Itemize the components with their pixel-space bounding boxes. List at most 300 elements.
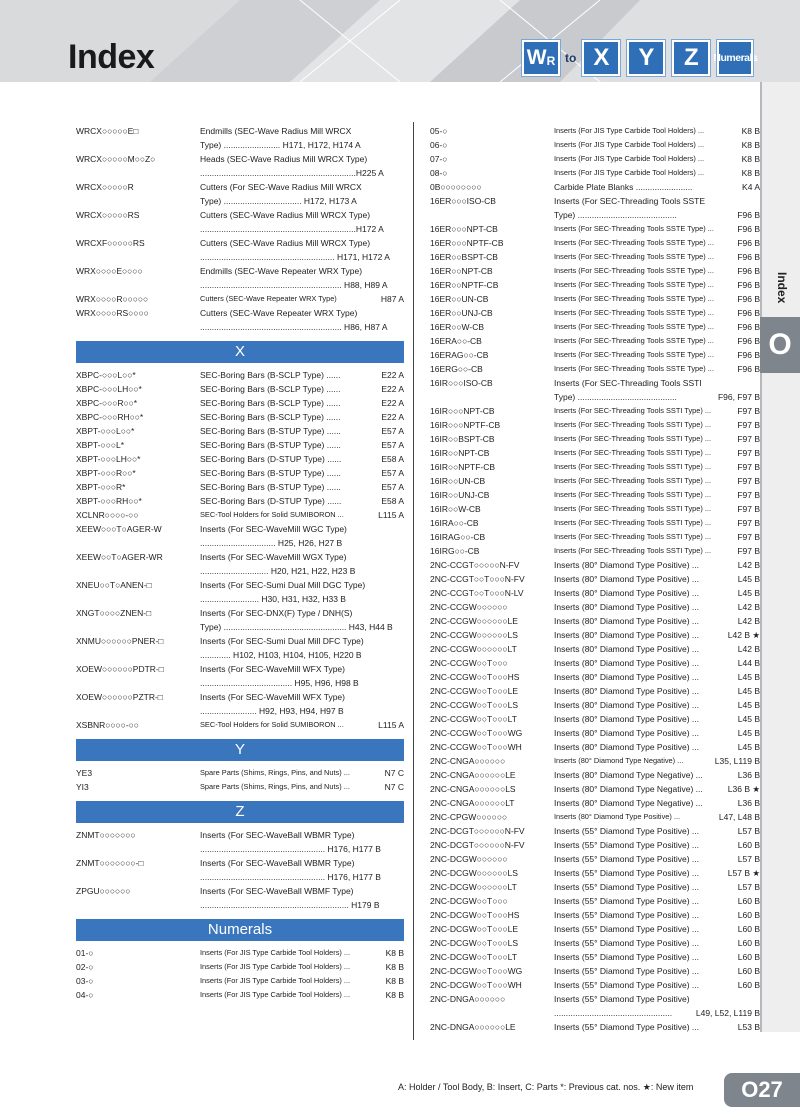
entry-code xyxy=(430,1006,554,1020)
entry-page-ref: L60 B xyxy=(737,924,760,934)
entry-code: WRX○○○○R○○○○○ xyxy=(76,294,149,304)
entry-description: SEC-Boring Bars (B-STUP Type) ...... xyxy=(200,426,341,436)
index-entry xyxy=(76,620,404,634)
z-entries xyxy=(76,828,404,912)
entry-page-ref: L45 B xyxy=(737,672,760,682)
index-entry xyxy=(76,396,404,410)
entry-page-ref: L60 B xyxy=(737,980,760,990)
entry-description: Inserts (80° Diamond Type Negative) ... xyxy=(554,770,703,780)
entry-description: Inserts (For SEC-WaveBall WBMF Type) xyxy=(200,886,354,896)
entry-description: Inserts (55° Diamond Type Positive) ... xyxy=(554,952,699,962)
tab-x[interactable]: X xyxy=(582,40,620,76)
entry-code: XBPT-○○○L* xyxy=(76,440,124,450)
index-entry xyxy=(76,194,404,208)
index-entry xyxy=(76,536,404,550)
entry-description: Inserts (For SEC-WaveBall WBMR Type) xyxy=(200,858,355,868)
entry-code xyxy=(76,898,200,912)
entry-page-ref: F96 B xyxy=(737,224,760,234)
entry-page-ref: F97 B xyxy=(737,406,760,416)
index-entry xyxy=(76,960,404,974)
entry-description: SEC-Boring Bars (D-STUP Type) ...... xyxy=(200,454,342,464)
entry-code: 05-○ xyxy=(430,126,448,136)
entry-code: XNMU○○○○○○PNER-□ xyxy=(76,636,164,646)
entry-page-ref: E57 A xyxy=(381,482,404,492)
entry-code: XSBNR○○○○-○○ xyxy=(76,720,139,730)
entry-description: Endmills (SEC-Wave Radius Mill WRCX xyxy=(200,126,352,136)
entry-code: 16ER○○○NPT-CB xyxy=(430,224,498,234)
entry-description: Type) .......................................... xyxy=(554,392,677,402)
entry-page-ref: L57 B xyxy=(737,826,760,836)
entry-description: Inserts (For SEC-Threading Tools SSTE Type) ... xyxy=(554,224,714,233)
entry-code: 16IR○○NPTF-CB xyxy=(430,462,496,472)
entry-description: ..................................................................H225 A xyxy=(200,168,384,178)
index-entry xyxy=(430,992,760,1006)
entry-description: Inserts (For SEC-Threading Tools SSTI Type) ... xyxy=(554,476,712,485)
index-entry xyxy=(76,494,404,508)
entry-code xyxy=(76,870,200,884)
entry-description: .................................................. xyxy=(554,1008,673,1018)
entry-page-ref: F96 B xyxy=(737,238,760,248)
entry-page-ref: L60 B xyxy=(737,952,760,962)
entry-description: ............................. H20, H21, H22, H23 B xyxy=(200,566,356,576)
index-entry xyxy=(430,306,760,320)
entry-page-ref: L57 B xyxy=(737,882,760,892)
entry-code: 2NC-DCGT○○○○○○N-FV xyxy=(430,840,525,850)
entry-code: XOEW○○○○○○PZTR-□ xyxy=(76,692,163,702)
index-entry xyxy=(76,856,404,870)
entry-page-ref: F97 B xyxy=(737,462,760,472)
entry-page-ref: L44 B xyxy=(737,658,760,668)
right-column xyxy=(430,124,760,1034)
index-entry xyxy=(430,908,760,922)
entry-code xyxy=(76,222,200,236)
entry-page-ref: L42 B xyxy=(737,560,760,570)
page-title: Index xyxy=(68,38,155,76)
entry-code: 16ER○○UNJ-CB xyxy=(430,308,493,318)
entry-code: WRCX○○○○○RS xyxy=(76,210,140,220)
index-entry xyxy=(430,572,760,586)
entry-code: 2NC-DCGT○○○○○○N-FV xyxy=(430,826,525,836)
index-entry xyxy=(430,278,760,292)
entry-code xyxy=(430,208,554,222)
entry-code: 07-○ xyxy=(430,154,448,164)
numeral-entries-continued xyxy=(430,124,760,1034)
entry-description: Inserts (For JIS Type Carbide Tool Holders) ... xyxy=(554,140,705,149)
entry-description: Inserts (55° Diamond Type Positive) ... xyxy=(554,966,699,976)
entry-page-ref: H87 A xyxy=(380,294,404,304)
entry-code: XBPT-○○○L○○* xyxy=(76,426,135,436)
entry-code: 2NC-CNGA○○○○○○ xyxy=(430,756,506,766)
entry-page-ref: K8 B xyxy=(385,990,404,1000)
index-entry xyxy=(76,828,404,842)
entry-code: 2NC-DCGW○○T○○○ xyxy=(430,896,508,906)
entry-code: XBPT-○○○R○○* xyxy=(76,468,136,478)
entry-code: 2NC-CCGW○○T○○○WG xyxy=(430,728,523,738)
index-entry xyxy=(430,656,760,670)
entry-description: ............. H102, H103, H104, H105, H220 B xyxy=(200,650,362,660)
index-entry xyxy=(76,466,404,480)
entry-code: XOEW○○○○○○PDTR-□ xyxy=(76,664,164,674)
entry-page-ref: L45 B xyxy=(737,728,760,738)
entry-page-ref: L115 A xyxy=(378,510,404,520)
entry-page-ref: L35, L119 B xyxy=(714,756,760,766)
entry-code: 2NC-DCGW○○T○○○WG xyxy=(430,966,523,976)
entry-page-ref: L49, L52, L119 B xyxy=(695,1008,760,1018)
tab-y[interactable]: Y xyxy=(627,40,665,76)
index-entry xyxy=(430,334,760,348)
entry-description: Inserts (For SEC-Threading Tools SSTI Type) ... xyxy=(554,518,712,527)
left-column xyxy=(76,124,404,1002)
entry-code: 16ER○○W-CB xyxy=(430,322,485,332)
entry-description: Inserts (For JIS Type Carbide Tool Holders) ... xyxy=(200,948,351,957)
entry-page-ref: L57 B ★ xyxy=(727,868,760,878)
entry-code: 0B○○○○○○○○ xyxy=(430,182,482,192)
entry-code: 04-○ xyxy=(76,990,94,1000)
numeral-entries xyxy=(76,946,404,1002)
index-entry xyxy=(76,946,404,960)
entry-code: XBPT-○○○R* xyxy=(76,482,126,492)
entry-code: 2NC-CCGW○○○○○○LE xyxy=(430,616,518,626)
entry-description: Inserts (55° Diamond Type Positive) xyxy=(554,994,690,1004)
entry-code: 2NC-CCGT○○T○○○N-FV xyxy=(430,574,525,584)
entry-page-ref: L42 B xyxy=(737,644,760,654)
entry-description: Inserts (For SEC-Threading Tools SSTI Type) ... xyxy=(554,420,712,429)
entry-code: WRCXF○○○○○RS xyxy=(76,238,145,248)
entry-code: XBPC-○○○R○○* xyxy=(76,398,138,408)
entry-code: WRCX○○○○○R xyxy=(76,182,134,192)
tab-numerals[interactable]: Numerals xyxy=(717,40,753,76)
entry-page-ref: L60 B xyxy=(737,966,760,976)
entry-code xyxy=(76,166,200,180)
index-entry xyxy=(430,852,760,866)
entry-code: 2NC-CNGA○○○○○○LT xyxy=(430,798,515,808)
index-entry xyxy=(76,550,404,564)
section-header-y: Y xyxy=(76,739,404,761)
entry-code: 2NC-CCGT○○○○○N-FV xyxy=(430,560,520,570)
entry-code: 16ERA○○-CB xyxy=(430,336,482,346)
index-entry xyxy=(430,586,760,600)
index-entry xyxy=(430,446,760,460)
index-entry xyxy=(430,292,760,306)
entry-code: YE3 xyxy=(76,768,93,778)
entry-description: Inserts (55° Diamond Type Positive) ... xyxy=(554,868,699,878)
tab-wr[interactable] xyxy=(522,40,560,76)
entry-code: XBPT-○○○LH○○* xyxy=(76,454,141,464)
entry-description: Inserts (For SEC-Threading Tools SSTI Type) ... xyxy=(554,546,712,555)
side-section-letter: O xyxy=(760,317,800,373)
entry-description: ..................................................................H172 A xyxy=(200,224,384,234)
index-entry xyxy=(76,898,404,912)
entry-code xyxy=(430,390,554,404)
x-entries xyxy=(76,368,404,732)
entry-description: Inserts (80° Diamond Type Positive) ... xyxy=(554,574,699,584)
entry-description: Inserts (For SEC-WaveBall WBMR Type) xyxy=(200,830,355,840)
entry-page-ref: F97 B xyxy=(737,434,760,444)
index-entry xyxy=(430,544,760,558)
entry-code: 16ER○○NPT-CB xyxy=(430,266,493,276)
entry-description: Inserts (For SEC-Threading Tools SSTI Type) ... xyxy=(554,406,712,415)
index-entry xyxy=(430,628,760,642)
entry-description: Inserts (For SEC-WaveMill WGC Type) xyxy=(200,524,347,534)
index-entry xyxy=(430,418,760,432)
index-entry xyxy=(76,766,404,780)
index-entry xyxy=(430,376,760,390)
entry-description: Cutters (SEC-Wave Radius Mill WRCX Type) xyxy=(200,238,371,248)
entry-description: Inserts (For JIS Type Carbide Tool Holders) ... xyxy=(554,154,705,163)
entry-description: Spare Parts (Shims, Rings, Pins, and Nuts) ... xyxy=(200,768,350,777)
entry-code: 2NC-CCGW○○T○○○ xyxy=(430,658,508,668)
entry-code: 2NC-DNGA○○○○○○ xyxy=(430,994,506,1004)
entry-description: Inserts (For SEC-Threading Tools SSTE Type) ... xyxy=(554,336,714,345)
entry-page-ref: L42 B xyxy=(737,602,760,612)
entry-description: ....................................... H95, H96, H98 B xyxy=(200,678,359,688)
entry-code: ZNMT○○○○○○○ xyxy=(76,830,136,840)
entry-page-ref: F97 B xyxy=(737,546,760,556)
entry-code: 2NC-CCGW○○○○○○LS xyxy=(430,630,518,640)
index-entry xyxy=(76,264,404,278)
index-entry xyxy=(430,474,760,488)
entry-page-ref: E58 A xyxy=(381,454,404,464)
entry-description: Inserts (80° Diamond Type Negative) ... xyxy=(554,784,703,794)
index-entry xyxy=(430,824,760,838)
entry-description: Inserts (For SEC-DNX(F) Type / DNH(S) xyxy=(200,608,353,618)
entry-description: Inserts (For SEC-Threading Tools SSTI Type) ... xyxy=(554,504,712,513)
entry-page-ref: F96 B xyxy=(737,350,760,360)
entry-page-ref: K8 B xyxy=(385,962,404,972)
index-entry xyxy=(76,508,404,522)
tab-to-label: to xyxy=(565,51,577,65)
section-header-numerals: Numerals xyxy=(76,919,404,941)
index-entry xyxy=(430,754,760,768)
entry-code: XCLNR○○○○-○○ xyxy=(76,510,139,520)
entry-page-ref: F96 B xyxy=(737,210,760,220)
entry-code xyxy=(76,676,200,690)
entry-description: SEC-Boring Bars (D-STUP Type) ...... xyxy=(200,496,342,506)
entry-description: ........................ H92, H93, H94, H97 B xyxy=(200,706,344,716)
entry-page-ref: E57 A xyxy=(381,468,404,478)
entry-code: 16IR○○○NPT-CB xyxy=(430,406,495,416)
index-entry xyxy=(430,558,760,572)
entry-code: YI3 xyxy=(76,782,89,792)
entry-code: 2NC-CPGW○○○○○○ xyxy=(430,812,508,822)
index-entry xyxy=(430,614,760,628)
entry-description: Inserts (For SEC-Sumi Dual Mill DFC Type) xyxy=(200,636,364,646)
index-entry xyxy=(76,564,404,578)
entry-description: Inserts (For JIS Type Carbide Tool Holders) ... xyxy=(200,990,351,999)
index-entry xyxy=(430,404,760,418)
entry-page-ref: F97 B xyxy=(737,420,760,430)
index-entry xyxy=(430,768,760,782)
entry-description: Type) .......................................... xyxy=(554,210,677,220)
index-entry xyxy=(430,838,760,852)
index-entry xyxy=(76,124,404,138)
entry-code xyxy=(76,704,200,718)
entry-code: 2NC-CCGW○○○○○○ xyxy=(430,602,508,612)
entry-page-ref: F96 B xyxy=(737,322,760,332)
index-entry xyxy=(76,648,404,662)
index-entry xyxy=(430,124,760,138)
entry-description: Inserts (80° Diamond Type Positive) ... xyxy=(554,602,699,612)
entry-page-ref: L47, L48 B xyxy=(718,812,760,822)
header-divider xyxy=(0,82,760,83)
index-entry xyxy=(430,166,760,180)
entry-code xyxy=(76,138,200,152)
entry-page-ref: F96 B xyxy=(737,252,760,262)
index-entry xyxy=(430,488,760,502)
entry-page-ref: F97 B xyxy=(737,490,760,500)
entry-description: Inserts (For SEC-Threading Tools SSTI Type) ... xyxy=(554,462,712,471)
entry-description: Type) .................................................... H43, H44 B xyxy=(200,622,393,632)
entry-description: SEC-Boring Bars (B-SCLP Type) ...... xyxy=(200,398,341,408)
entry-description: Cutters (SEC-Wave Repeater WRX Type) xyxy=(200,294,337,303)
index-entry xyxy=(430,740,760,754)
entry-description: ................................ H25, H26, H27 B xyxy=(200,538,343,548)
entry-page-ref: L45 B xyxy=(737,574,760,584)
entry-description: Inserts (For JIS Type Carbide Tool Holders) ... xyxy=(554,126,705,135)
entry-description: ............................................................ H86, H87 A xyxy=(200,322,388,332)
entry-code: XNEU○○T○ANEN-□ xyxy=(76,580,152,590)
entry-description: Inserts (80° Diamond Type Positive) ... xyxy=(554,588,699,598)
entry-page-ref: F97 B xyxy=(737,518,760,528)
entry-description: ............................................................ H88, H89 A xyxy=(200,280,388,290)
index-entry xyxy=(430,782,760,796)
index-entry xyxy=(76,452,404,466)
entry-code: 2NC-CCGW○○T○○○HS xyxy=(430,672,520,682)
index-entry xyxy=(430,236,760,250)
entry-description: Cutters (SEC-Wave Radius Mill WRCX Type) xyxy=(200,210,371,220)
entry-description: Inserts (For JIS Type Carbide Tool Holders) ... xyxy=(554,168,705,177)
entry-description: SEC-Tool Holders for Solid SUMIBORON ... xyxy=(200,510,344,519)
entry-code: 08-○ xyxy=(430,168,448,178)
index-entry xyxy=(430,642,760,656)
index-entry xyxy=(76,410,404,424)
w-entries xyxy=(76,124,404,334)
index-entry xyxy=(76,592,404,606)
entry-page-ref: F97 B xyxy=(737,504,760,514)
entry-code: 02-○ xyxy=(76,962,94,972)
entry-description: Inserts (For SEC-Threading Tools SSTI xyxy=(554,378,702,388)
entry-description: Inserts (For SEC-Threading Tools SSTE Type) ... xyxy=(554,280,714,289)
index-entry xyxy=(76,368,404,382)
index-entry xyxy=(76,690,404,704)
index-entry xyxy=(430,600,760,614)
entry-description: Inserts (For SEC-Threading Tools SSTE Type) ... xyxy=(554,266,714,275)
index-entry xyxy=(430,964,760,978)
index-entry xyxy=(430,1006,760,1020)
entry-code: 16IRG○○-CB xyxy=(430,546,480,556)
entry-description: Endmills (SEC-Wave Repeater WRX Type) xyxy=(200,266,363,276)
entry-description: Spare Parts (Shims, Rings, Pins, and Nuts) ... xyxy=(200,782,350,791)
entry-page-ref: L60 B xyxy=(737,938,760,948)
index-entry xyxy=(76,578,404,592)
entry-code: XBPC-○○○L○○* xyxy=(76,370,136,380)
entry-page-ref: L45 B xyxy=(737,700,760,710)
entry-description: Inserts (55° Diamond Type Positive) ... xyxy=(554,938,699,948)
entry-description: Inserts (For SEC-WaveMill WGX Type) xyxy=(200,552,347,562)
entry-description: Inserts (80° Diamond Type Positive) ... xyxy=(554,686,699,696)
entry-description: Inserts (80° Diamond Type Positive) ... xyxy=(554,728,699,738)
index-entry xyxy=(76,250,404,264)
index-entry xyxy=(76,884,404,898)
entry-page-ref: F96 B xyxy=(737,266,760,276)
entry-code: 2NC-DCGW○○○○○○ xyxy=(430,854,508,864)
entry-code: WRCX○○○○○M○○Z○ xyxy=(76,154,156,164)
index-entry xyxy=(430,138,760,152)
entry-code: 2NC-DNGA○○○○○○LE xyxy=(430,1022,516,1032)
entry-page-ref: E57 A xyxy=(381,440,404,450)
entry-code: ZPGU○○○○○○ xyxy=(76,886,131,896)
index-entry xyxy=(76,522,404,536)
entry-page-ref: F96 B xyxy=(737,280,760,290)
entry-page-ref: L45 B xyxy=(737,742,760,752)
entry-page-ref: L36 B ★ xyxy=(727,784,760,794)
entry-code: XEEW○○T○AGER-WR xyxy=(76,552,163,562)
entry-code: 16ER○○NPTF-CB xyxy=(430,280,499,290)
entry-code: 2NC-DCGW○○○○○○LS xyxy=(430,868,518,878)
entry-description: SEC-Boring Bars (B-STUP Type) ...... xyxy=(200,482,341,492)
entry-code: 2NC-CNGA○○○○○○LE xyxy=(430,770,516,780)
column-divider xyxy=(413,122,414,1040)
entry-code xyxy=(76,250,200,264)
entry-page-ref: L57 B xyxy=(737,854,760,864)
entry-page-ref: L60 B xyxy=(737,910,760,920)
entry-code: 16IR○○BSPT-CB xyxy=(430,434,495,444)
entry-page-ref: L36 B xyxy=(737,798,760,808)
entry-description: ..................................................... H176, H177 B xyxy=(200,872,381,882)
index-entry xyxy=(430,152,760,166)
side-rail xyxy=(760,82,800,1032)
entry-code: 2NC-DCGW○○T○○○WH xyxy=(430,980,522,990)
entry-page-ref: K4 A xyxy=(742,182,760,192)
entry-description: Inserts (55° Diamond Type Positive) ... xyxy=(554,1022,699,1032)
entry-description: Inserts (For SEC-Threading Tools SSTI Type) ... xyxy=(554,448,712,457)
entry-description: Heads (SEC-Wave Radius Mill WRCX Type) xyxy=(200,154,368,164)
page-number: O27 xyxy=(724,1073,800,1107)
entry-description: Inserts (For SEC-Threading Tools SSTE Type) ... xyxy=(554,364,714,373)
entry-page-ref: L45 B xyxy=(737,714,760,724)
entry-description: Type) ................................. H172, H173 A xyxy=(200,196,357,206)
entry-page-ref: L60 B xyxy=(737,840,760,850)
index-entry xyxy=(430,670,760,684)
entry-code: 2NC-CCGW○○T○○○LS xyxy=(430,700,519,710)
index-entry xyxy=(76,138,404,152)
index-entry xyxy=(76,974,404,988)
entry-description: Inserts (For SEC-Threading Tools SSTE Type) ... xyxy=(554,308,714,317)
entry-code: 16IR○○UNJ-CB xyxy=(430,490,490,500)
index-entry xyxy=(430,264,760,278)
tab-z[interactable]: Z xyxy=(672,40,710,76)
index-entry xyxy=(430,936,760,950)
entry-code: 2NC-DCGW○○○○○○LT xyxy=(430,882,517,892)
entry-description: Cutters (SEC-Wave Repeater WRX Type) xyxy=(200,308,358,318)
entry-page-ref: L53 B xyxy=(737,1022,760,1032)
entry-description: Inserts (80° Diamond Type Positive) ... xyxy=(554,658,699,668)
entry-code: 16ER○○○NPTF-CB xyxy=(430,238,504,248)
entry-description: Inserts (For SEC-Threading Tools SSTE Type) ... xyxy=(554,322,714,331)
entry-page-ref: K8 B xyxy=(741,168,760,178)
index-entry xyxy=(430,866,760,880)
entry-code: 16IRAG○○-CB xyxy=(430,532,486,542)
entry-code: XBPC-○○○LH○○* xyxy=(76,384,142,394)
entry-page-ref: K8 B xyxy=(741,126,760,136)
entry-code: 06-○ xyxy=(430,140,448,150)
entry-page-ref: F97 B xyxy=(737,448,760,458)
index-entry xyxy=(76,676,404,690)
entry-page-ref: L45 B xyxy=(737,588,760,598)
entry-code: XEEW○○○T○AGER-W xyxy=(76,524,162,534)
entry-page-ref: F96, F97 B xyxy=(717,392,760,402)
entry-code: 2NC-DCGW○○T○○○HS xyxy=(430,910,520,920)
